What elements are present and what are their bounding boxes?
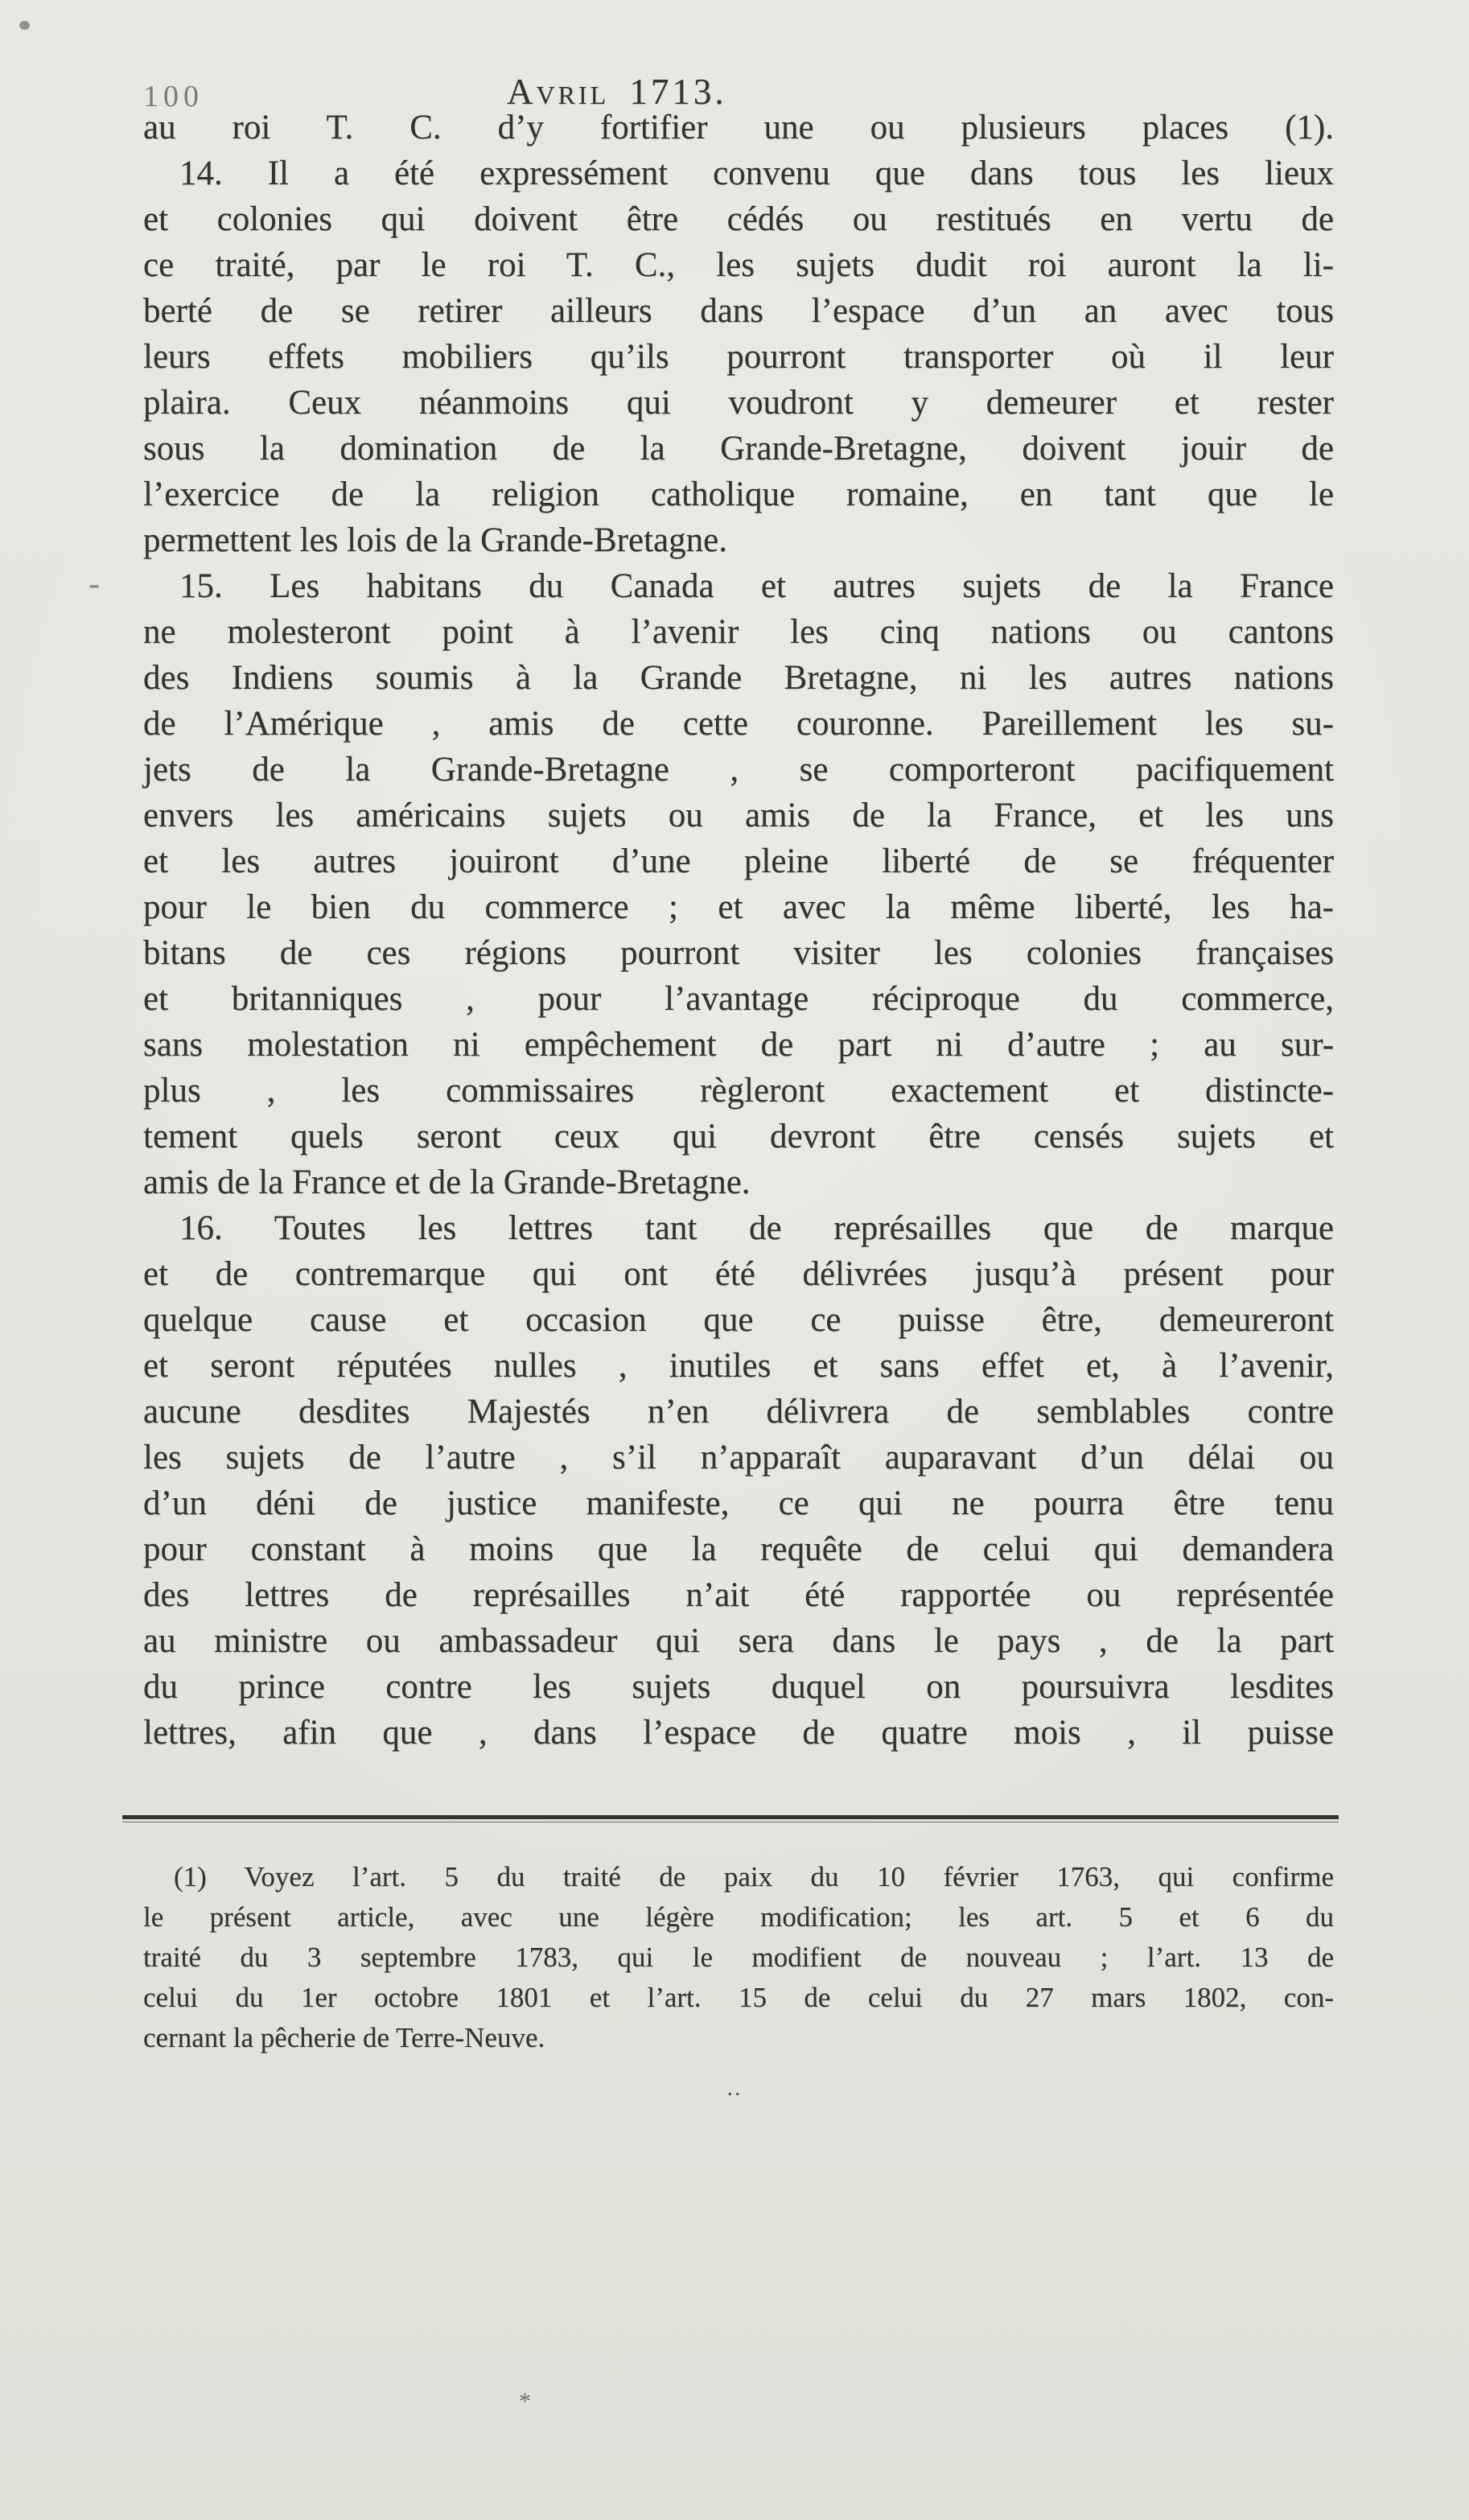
ink-speck xyxy=(19,21,30,30)
text-line: sous la domination de la Grande-Bretagne, doivent jouir de xyxy=(143,430,1334,467)
text-line: d’un déni de justice manifeste, ce qui ne pourra être tenu xyxy=(143,1484,1334,1522)
text-line: les sujets de l’autre , s’il n’apparaît auparavant d’un délai ou xyxy=(143,1439,1334,1476)
text-line: lettres, afin que , dans l’espace de quatre mois , il puisse xyxy=(143,1714,1334,1752)
text-line: le présent article, avec une légère modification; les art. 5 et 6 du xyxy=(143,1901,1334,1933)
text-line: des Indiens soumis à la Grande Bretagne, ni les autres nations xyxy=(143,659,1334,697)
text-line: jets de la Grande-Bretagne , se comporteront pacifiquement xyxy=(143,751,1334,789)
text-line: pour le bien du commerce ; et avec la même liberté, les ha- xyxy=(143,888,1334,926)
text-line: de l’Amérique , amis de cette couronne. Pareillement les su- xyxy=(143,705,1334,743)
text-line: amis de la France et de la Grande-Bretagne. xyxy=(143,1163,751,1201)
text-line: berté de se retirer ailleurs dans l’espace d’un an avec tous xyxy=(143,292,1334,330)
signature-mark: * xyxy=(519,2388,531,2415)
text-line: cernant la pêcherie de Terre-Neuve. xyxy=(143,2022,545,2053)
text-line: (1) Voyez l’art. 5 du traité de paix du 10 février 1763, qui confirme xyxy=(174,1861,1334,1892)
text-line: ce traité, par le roi T. C., les sujets dudit roi auront la li- xyxy=(143,246,1334,284)
text-line: plus , les commissaires règleront exactement et distincte- xyxy=(143,1072,1334,1110)
text-line: sans molestation ni empêchement de part ni d’autre ; au sur- xyxy=(143,1026,1334,1064)
text-line: quelque cause et occasion que ce puisse être, demeureront xyxy=(143,1301,1334,1339)
text-line: des lettres de représailles n’ait été rapportée ou représentée xyxy=(143,1576,1334,1614)
footnote-separator-rule xyxy=(122,1815,1339,1822)
text-line: 15. Les habitans du Canada et autres sujets de la France xyxy=(179,567,1334,605)
text-line: et seront réputées nulles , inutiles et sans effet et, à l’avenir, xyxy=(143,1347,1334,1385)
running-title: Avril 1713. xyxy=(507,72,727,112)
margin-mark: - xyxy=(88,566,100,603)
text-line: bitans de ces régions pourront visiter les colonies françaises xyxy=(143,934,1334,972)
text-line: et de contremarque qui ont été délivrées jusqu’à présent pour xyxy=(143,1255,1334,1293)
text-line: et colonies qui doivent être cédés ou restitués en vertu de xyxy=(143,200,1334,238)
text-line: plaira. Ceux néanmoins qui voudront y demeurer et rester xyxy=(143,384,1334,422)
text-line: traité du 3 septembre 1783, qui le modifient de nouveau ; l’art. 13 de xyxy=(143,1941,1334,1973)
text-line: du prince contre les sujets duquel on poursuivra lesdites xyxy=(143,1668,1334,1706)
text-line: au ministre ou ambassadeur qui sera dans le pays , de la part xyxy=(143,1622,1334,1660)
text-line: envers les américains sujets ou amis de la France, et les uns xyxy=(143,797,1334,834)
text-line: leurs effets mobiliers qu’ils pourront transporter où il leur xyxy=(143,338,1334,376)
printer-mark: .. xyxy=(726,2074,743,2101)
text-line: tement quels seront ceux qui devront être censés sujets et xyxy=(143,1118,1334,1155)
text-line: permettent les lois de la Grande-Bretagne. xyxy=(143,521,727,559)
text-line: 16. Toutes les lettres tant de représailles que de marque xyxy=(179,1209,1334,1247)
text-line: au roi T. C. d’y fortifier une ou plusieurs places (1). xyxy=(143,109,1334,146)
text-line: ne molesteront point à l’avenir les cinq nations ou cantons xyxy=(143,613,1334,651)
footnote xyxy=(143,1857,1334,2058)
page-number: 100 xyxy=(143,80,204,113)
text-line: pour constant à moins que la requête de celui qui demandera xyxy=(143,1530,1334,1568)
text-line: et britanniques , pour l’avantage réciproque du commerce, xyxy=(143,980,1334,1018)
text-line: 14. Il a été expressément convenu que dans tous les lieux xyxy=(179,154,1334,192)
text-line: celui du 1er octobre 1801 et l’art. 15 de celui du 27 mars 1802, con- xyxy=(143,1982,1334,2013)
text-line: l’exercice de la religion catholique romaine, en tant que le xyxy=(143,476,1334,513)
body-text xyxy=(143,105,1334,1756)
text-line: et les autres jouiront d’une pleine liberté de se fréquenter xyxy=(143,842,1334,880)
text-line: aucune desdites Majestés n’en délivrera de semblables contre xyxy=(143,1393,1334,1431)
